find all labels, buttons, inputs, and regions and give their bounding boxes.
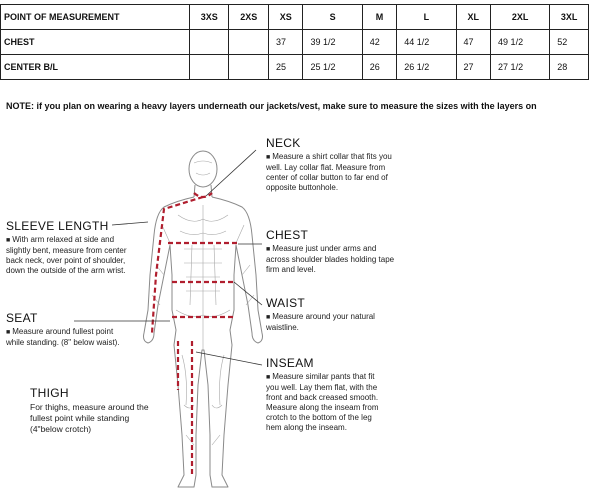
seat-heading: SEAT [6, 311, 38, 325]
neck-leader-line [206, 150, 256, 196]
chest-description: Measure just under arms and across shoulder blades holding tape firm and level. [266, 244, 395, 274]
center-bl-m-cell: 26 [362, 55, 397, 80]
sleeve-length-heading: SLEEVE LENGTH [6, 219, 109, 233]
inseam-callout: INSEAM ■ Measure similar pants that fit you well. Lay them flat, with the front and back creased smooth. Measure along the inseam from crotch to the bottom of the leg hem along the inseam. [266, 356, 388, 433]
center-bl-s-cell: 25 1/2 [303, 55, 362, 80]
row-label-center-bl: CENTER B/L [1, 55, 190, 80]
waist-heading: WAIST [266, 296, 306, 310]
chest-2xl-cell: 49 1/2 [491, 30, 550, 55]
thigh-callout [30, 386, 155, 435]
inseam-heading: INSEAM [266, 356, 314, 370]
waist-description: Measure around your natural waistline. [266, 312, 375, 332]
neck-callout: NECK ■ Measure a shirt collar that fits you well. Lay collar flat. Measure from center of collar button to far end of opposite buttonhole. [266, 136, 396, 193]
seat-callout: SEAT ■ Measure around fullest point while standing. (8" below waist). [6, 311, 126, 348]
header-size-l: L [397, 5, 456, 30]
waist-callout: WAIST ■ Measure around your natural waistline. [266, 296, 375, 332]
layering-note: NOTE: if you plan on wearing a heavy layers underneath our jackets/vest, make sure to measure the sizes with the layers on [6, 101, 537, 111]
sleeve-length-description: With arm relaxed at side and slightly bent, measure from center back neck, over point of shoulder, down the outside of the arm wrist. [6, 235, 127, 275]
chest-xl-cell: 47 [456, 30, 491, 55]
chest-m-cell: 42 [362, 30, 397, 55]
inseam-description: Measure similar pants that fit you well. Lay them flat, with the front and back creased smooth. Measure along the inseam from crotch to the bottom of the leg hem along the inseam. [266, 372, 379, 432]
header-size-2xs: 2XS [229, 5, 268, 30]
center-bl-l-cell: 26 1/2 [397, 55, 456, 80]
header-size-xs: XS [268, 5, 303, 30]
chest-heading: CHEST [266, 228, 309, 242]
center-bl-3xl-cell: 28 [550, 55, 589, 80]
waist-leader-line [234, 282, 262, 305]
inseam-leader-line [196, 352, 262, 365]
thigh-description: For thighs, measure around the fullest point while standing (4"below crotch) [30, 402, 149, 434]
chest-l-cell: 44 1/2 [397, 30, 456, 55]
center-bl-xl-cell: 27 [456, 55, 491, 80]
neck-description: Measure a shirt collar that fits you well. Lay collar flat. Measure from center of collar button to far end of opposite buttonhole. [266, 152, 392, 192]
chest-3xl-cell: 52 [550, 30, 589, 55]
chest-xs-cell: 37 [268, 30, 303, 55]
header-size-3xl: 3XL [550, 5, 589, 30]
thigh-heading: THIGH [30, 386, 69, 400]
header-size-s: S [303, 5, 362, 30]
header-size-m: M [362, 5, 397, 30]
chest-s-cell: 39 1/2 [303, 30, 362, 55]
row-label-chest: CHEST [1, 30, 190, 55]
center-bl-xs-cell: 25 [268, 55, 303, 80]
chest-callout: CHEST ■ Measure just under arms and across shoulder blades holding tape firm and level. [266, 228, 395, 274]
header-size-xl: XL [456, 5, 491, 30]
neck-heading: NECK [266, 136, 301, 150]
header-size-2xl: 2XL [491, 5, 550, 30]
center-bl-2xl-cell: 27 1/2 [491, 55, 550, 80]
seat-description: Measure around fullest point while standing. (8" below waist). [6, 327, 120, 347]
header-point-of-measurement: POINT OF MEASUREMENT [1, 5, 190, 30]
header-size-3xs: 3XS [190, 5, 229, 30]
sleeve-length-callout: SLEEVE LENGTH ■ With arm relaxed at side and slightly bent, measure from center back neck, over point of shoulder, down the outside of the arm wrist. [6, 219, 136, 276]
